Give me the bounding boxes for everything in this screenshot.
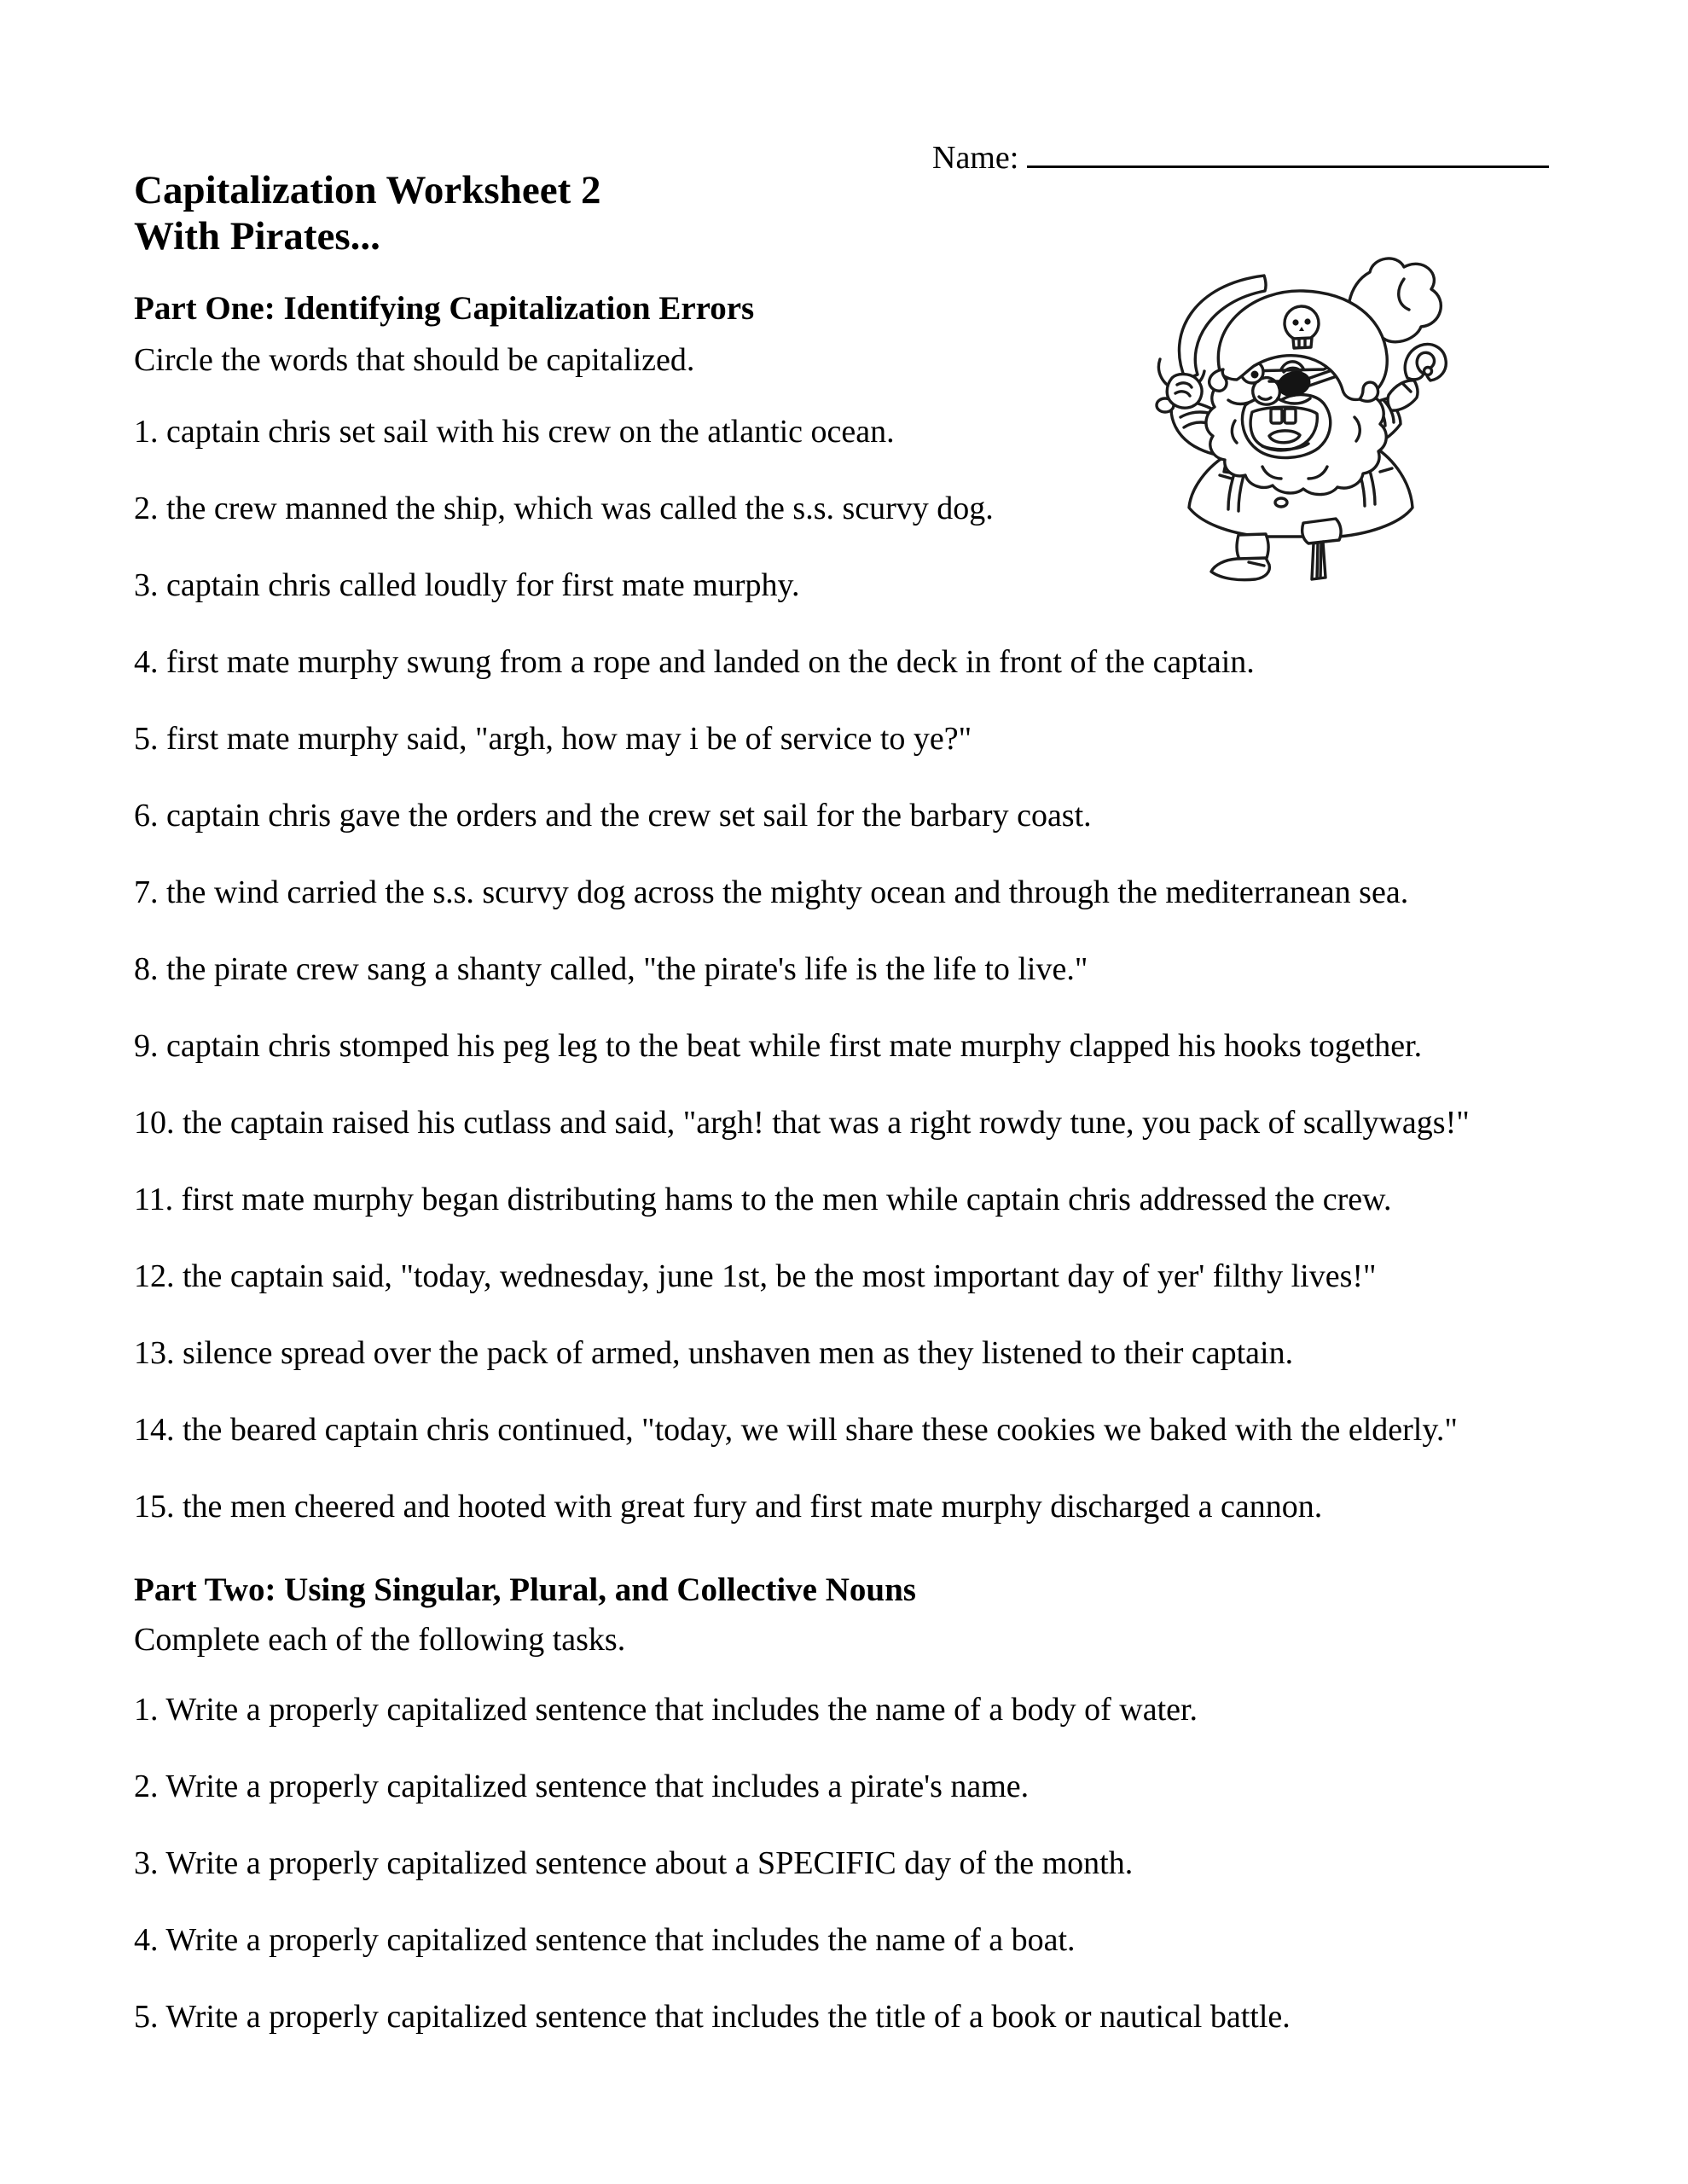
page-title [134, 167, 600, 259]
worksheet-sentence: 3. captain chris called loudly for first mate murphy. [134, 567, 800, 603]
part-one-instructions: Circle the words that should be capitalized. [134, 342, 695, 378]
part-two-instructions: Complete each of the following tasks. [134, 1622, 626, 1658]
worksheet-sentence: 10. the captain raised his cutlass and said, "argh! that was a right rowdy tune, you pack of scallywags!" [134, 1105, 1470, 1141]
part-two-heading: Part Two: Using Singular, Plural, and Collective Nouns [134, 1571, 916, 1608]
page-title-line-2: With Pirates... [134, 214, 380, 258]
worksheet-sentence: 14. the beared captain chris continued, "today, we will share these cookies we baked with the elderly." [134, 1412, 1458, 1448]
skull-icon [1285, 306, 1319, 340]
worksheet-sentence: 12. the captain said, "today, wednesday, june 1st, be the most important day of yer' filthy lives!" [134, 1258, 1377, 1294]
worksheet-sentence: 5. first mate murphy said, "argh, how may i be of service to ye?" [134, 721, 972, 757]
worksheet-sentence: 6. captain chris gave the orders and the crew set sail for the barbary coast. [134, 798, 1092, 834]
part-two-task-list [134, 1690, 1291, 2074]
part-one-heading: Part One: Identifying Capitalization Errors [134, 290, 755, 327]
worksheet-sentence: 9. captain chris stomped his peg leg to the beat while first mate murphy clapped his hooks together. [134, 1028, 1423, 1064]
worksheet-sentence: 11. first mate murphy began distributing hams to the men while captain chris addressed the crew. [134, 1182, 1392, 1217]
worksheet-sentence: 13. silence spread over the pack of armed, unshaven men as they listened to their captain. [134, 1335, 1294, 1371]
name-label: Name: [932, 140, 1019, 176]
name-row [932, 138, 1549, 177]
page-title-line-1: Capitalization Worksheet 2 [134, 168, 601, 212]
part-one-sentence-list [134, 412, 1470, 1564]
worksheet-task: 2. Write a properly capitalized sentence that includes a pirate's name. [134, 1769, 1030, 1804]
worksheet-sentence: 7. the wind carried the s.s. scurvy dog across the mighty ocean and through the mediterranean sea. [134, 874, 1409, 910]
worksheet-task: 5. Write a properly capitalized sentence that includes the title of a book or nautical battle. [134, 1999, 1291, 2035]
worksheet-sentence: 15. the men cheered and hooted with great fury and first mate murphy discharged a cannon. [134, 1489, 1323, 1525]
worksheet-task: 1. Write a properly capitalized sentence that includes the name of a body of water. [134, 1692, 1198, 1728]
worksheet-sentence: 1. captain chris set sail with his crew on the atlantic ocean. [134, 414, 895, 450]
worksheet-task: 4. Write a properly capitalized sentence that includes the name of a boat. [134, 1922, 1076, 1958]
worksheet-sentence: 8. the pirate crew sang a shanty called, "the pirate's life is the life to live." [134, 951, 1088, 987]
worksheet-sentence: 4. first mate murphy swung from a rope and landed on the deck in front of the captain. [134, 644, 1255, 680]
name-fill-in-line [1027, 140, 1549, 168]
worksheet-sentence: 2. the crew manned the ship, which was called the s.s. scurvy dog. [134, 491, 994, 526]
worksheet-task: 3. Write a properly capitalized sentence about a SPECIFIC day of the month. [134, 1845, 1134, 1881]
